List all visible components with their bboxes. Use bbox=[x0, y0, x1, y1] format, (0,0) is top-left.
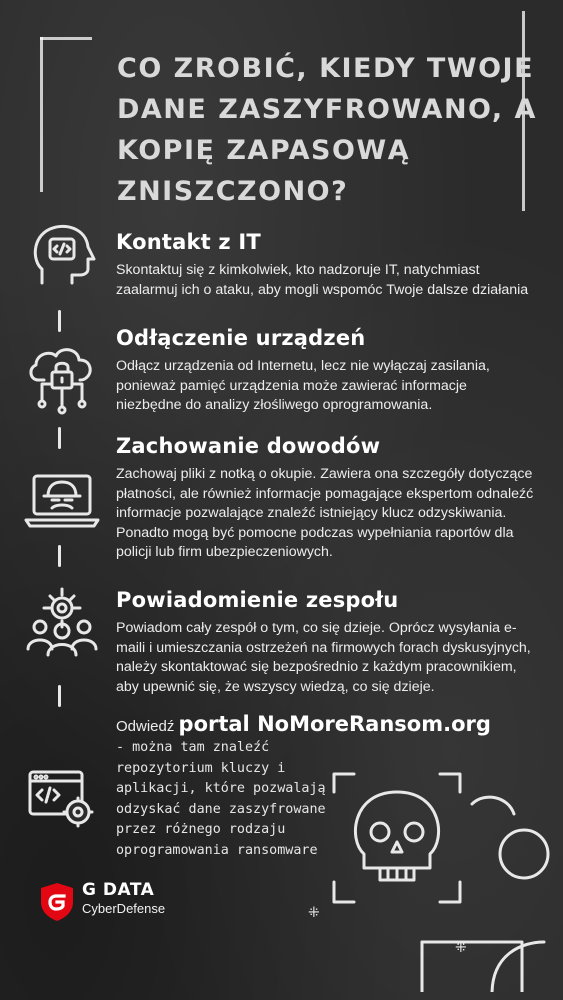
section-heading: Powiadomienie zespołu bbox=[116, 588, 399, 612]
section-heading: Kontakt z IT bbox=[116, 230, 261, 254]
section-preserve-evidence bbox=[116, 434, 536, 563]
section-text: Zachowaj pliki z notką o okupie. Zawiera ona szczegóły dotyczące płatności, ale również informacje pomagające ekspertom odnaleźć informacje pozwalające znaleźć istniejący klucz odzyskiwania. Ponadto mogą być pomocne podczas wypełniania raportów dla policji lub firm ubezpieczeniowych. bbox=[116, 466, 534, 560]
logo-brand: G DATA bbox=[82, 880, 155, 900]
section-text: Odłącz urządzenia od Internetu, lecz nie wyłączaj zasilania, ponieważ pamięć urządzenia może zawierać informacje niezbędne do analizy złośliwego oprogramowania. bbox=[116, 358, 490, 413]
logo-subtitle: CyberDefense bbox=[82, 901, 166, 916]
section-disconnect-devices bbox=[116, 326, 536, 416]
frame-left-line bbox=[40, 37, 43, 192]
chalk-sparkle-icon: ⁜ bbox=[455, 940, 467, 956]
section-heading: Odłączenie urządzeń bbox=[116, 326, 366, 350]
timeline-dash bbox=[58, 685, 61, 707]
section-text: Powiadom cały zespół o tym, co się dzieje. Oprócz wysyłania e-maili i umieszczania ostrzeżeń na firmowych forach dyskusyjnych, należy skontaktować się bezpośrednio z każdym pracownikiem, aby upewnić się, że wszyscy wiedzą, co się dzieje. bbox=[116, 620, 531, 695]
section-text: Skontaktuj się z kimkolwiek, kto nadzoruje IT, natychmiast zaalarmuj ich o ataku, aby mogli wspomóc Twoje dalsze działania bbox=[116, 262, 529, 298]
timeline-dash bbox=[58, 310, 61, 332]
portal-text: - można tam znaleźć repozytorium kluczy i aplikacji, które pozwalają odzyskać dane zaszyfrowane przez różnego rodzaju oprogramowania ransomware bbox=[116, 740, 326, 858]
section-contact-it bbox=[116, 230, 536, 300]
logo-text bbox=[82, 880, 165, 916]
browser-code-gear-icon bbox=[26, 768, 98, 830]
hacker-laptop-icon bbox=[22, 462, 102, 534]
timeline-dash bbox=[58, 545, 61, 567]
section-notify-team bbox=[116, 588, 536, 697]
head-code-icon bbox=[24, 215, 104, 295]
portal-link[interactable]: portal NoMoreRansom.org bbox=[178, 712, 491, 736]
timeline-dash bbox=[58, 427, 61, 449]
page-title: CO ZROBIĆ, KIEDY TWOJE DANE ZASZYFROWANO, A KOPIĘ ZAPASOWĄ ZNISZCZONO? bbox=[117, 53, 537, 207]
chalk-sparkle-icon: ⁜ bbox=[308, 905, 320, 921]
skull-hacker-illustration bbox=[322, 762, 552, 997]
portal-prefix: Odwiedź bbox=[116, 718, 179, 735]
cloud-lock-icon bbox=[22, 340, 102, 418]
section-heading: Zachowanie dowodów bbox=[116, 434, 381, 458]
team-gear-icon bbox=[20, 585, 104, 663]
gdata-shield-logo bbox=[40, 882, 74, 927]
frame-top-left-line bbox=[40, 37, 92, 40]
